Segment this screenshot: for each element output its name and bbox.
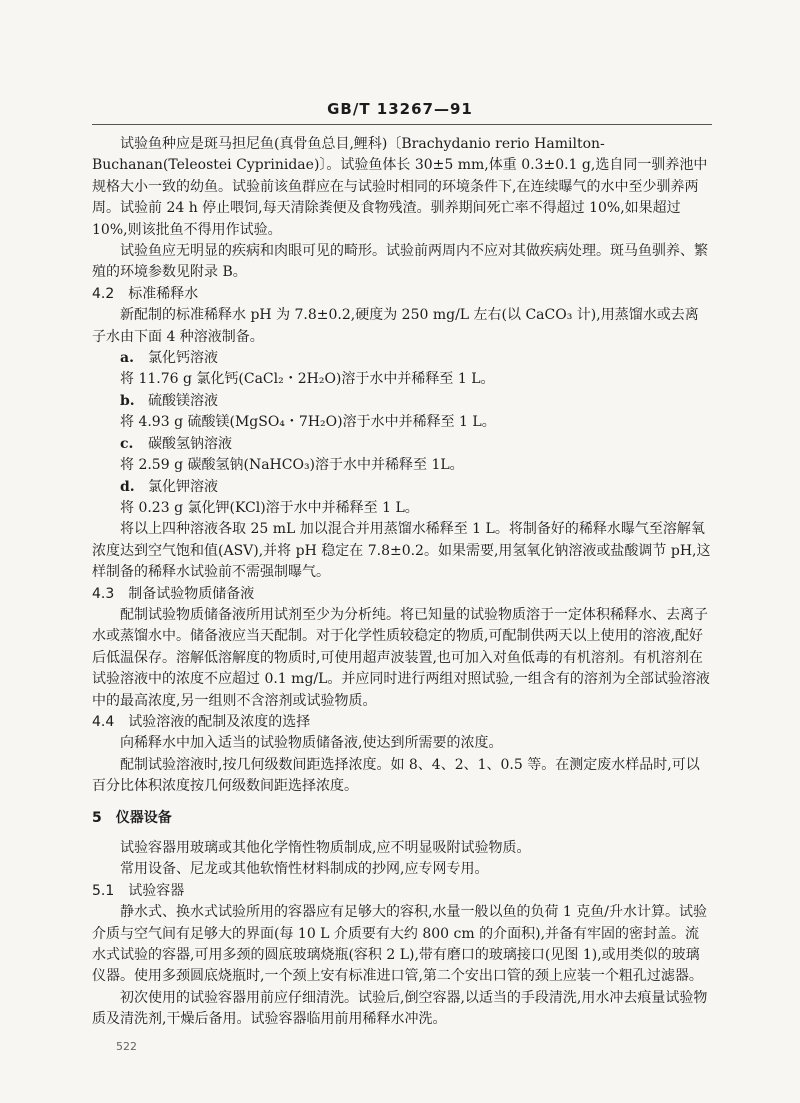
- paragraph-dilution-water: 新配制的标准稀释水 pH 为 7.8±0.2,硬度为 250 mg/L 左右(以 CaCO₃ 计),用蒸馏水或去离子水由下面 4 种溶液制备。: [92, 307, 699, 345]
- paragraph-mixing-solutions: 将以上四种溶液各取 25 mL 加以混合并用蒸馏水稀释至 1 L。将制备好的稀释水曝气至溶解氧浓度达到空气饱和值(ASV),并将 pH 稳定在 7.8±0.2。如果需要,用氢氧化钠溶液或盐酸调节 pH,这样制备的稀释水试验前不需强制曝气。: [92, 521, 711, 581]
- paragraph-common-equipment: 常用设备、尼龙或其他软惰性材料制成的抄网,应专网专用。: [120, 861, 489, 878]
- list-item-c-text: 碳酸氢钠溶液: [148, 435, 232, 452]
- paragraph-sodium-bicarbonate: 将 2.59 g 碳酸氢钠(NaHCO₃)溶于水中并稀释至 1L。: [120, 457, 464, 474]
- section-4-4-heading: 4.4 试验溶液的配制及浓度的选择: [92, 713, 311, 730]
- list-item-a-text: 氯化钙溶液: [148, 350, 218, 367]
- list-item-b-text: 硫酸镁溶液: [148, 392, 218, 409]
- list-item-c-title: [92, 434, 712, 455]
- list-label-c: c.: [120, 435, 134, 452]
- paragraph-test-container: 静水式、换水式试验所用的容器应有足够大的容积,水量一般以鱼的负荷 1 克鱼/升水计算。试验介质与空气间有足够大的界面(每 10 L 介质要有大约 800 cm 的介面积),并备有牢固的密封盖。流水式试验的容器,可用多颈的圆底玻璃烧瓶(容积 2 L),带有磨口的玻璃接口(见图 1),或用类似的玻璃仪器。使用多颈圆底烧瓶时,一个颈上安有标准进口管,第二个安出口管的颈上应装一个粗孔过滤器。: [92, 904, 707, 985]
- page-number: 522: [116, 1040, 137, 1053]
- paragraph-test-fish-health: 试验鱼应无明显的疾病和肉眼可见的畸形。试验前两周内不应对其做疾病处理。斑马鱼驯养、繁殖的环境参数见附录 B。: [92, 243, 708, 281]
- header-rule: [92, 124, 712, 125]
- paragraph-stock-solution: 配制试验物质储备液所用试剂至少为分析纯。将已知量的试验物质溶于一定体积稀释水、去离子水或蒸馏水中。储备液应当天配制。对于化学性质较稳定的物质,可配制供两天以上使用的溶液,配好后低温保存。溶解低溶解度的物质时,可使用超声波装置,也可加入对鱼低毒的有机溶剂。有机溶剂在试验溶液中的浓度不应超过 0.1 mg/L。并应同时进行两组对照试验,一组含有的溶剂为全部试验溶液中的最高浓度,另一组则不含溶剂或试验物质。: [92, 606, 710, 709]
- paragraph-magnesium-sulfate: 将 4.93 g 硫酸镁(MgSO₄・7H₂O)溶于水中并稀释至 1 L。: [120, 414, 496, 431]
- paragraph-container-cleaning: 初次使用的试验容器用前应仔细清洗。试验后,倒空容器,以适当的手段清洗,用水冲去痕量试验物质及清洗剂,干燥后备用。试验容器临用前用稀释水冲洗。: [92, 989, 708, 1028]
- section-5-heading: 5 仪器设备: [92, 809, 172, 826]
- list-item-d-text: 氯化钾溶液: [148, 478, 218, 495]
- list-label-b: b.: [120, 392, 135, 409]
- list-label-d: d.: [120, 478, 135, 495]
- list-label-a: a.: [120, 350, 134, 367]
- paragraph-potassium-chloride: 将 0.23 g 氯化钾(KCl)溶于水中并稀释至 1 L。: [120, 499, 419, 516]
- list-item-d-title: [92, 477, 712, 498]
- list-item-b-title: [92, 391, 712, 412]
- section-4-2-heading: 4.2 标准稀释水: [92, 285, 199, 302]
- paragraph-test-solution: 向稀释水中加入适当的试验物质储备液,使达到所需要的浓度。: [120, 735, 503, 752]
- page-header-standard-code: GB/T 13267—91: [327, 100, 473, 118]
- paragraph-concentration-selection: 配制试验溶液时,按几何级数间距选择浓度。如 8、4、2、1、0.5 等。在测定废水样品时,可以百分比体积浓度按几何级数间距选择浓度。: [92, 756, 700, 795]
- paragraph-container-material: 试验容器用玻璃或其他化学惰性物质制成,应不明显吸附试验物质。: [120, 840, 531, 856]
- section-4-3-heading: 4.3 制备试验物质储备液: [92, 585, 255, 602]
- section-5-1-heading: 5.1 试验容器: [92, 882, 185, 899]
- document-body: [92, 134, 712, 1031]
- list-item-a-title: [92, 348, 712, 369]
- paragraph-calcium-chloride: 将 11.76 g 氯化钙(CaCl₂・2H₂O)溶于水中并稀释至 1 L。: [120, 371, 495, 388]
- paragraph-test-fish-species: 试验鱼种应是斑马担尼鱼(真骨鱼总目,鲤科)〔Brachydanio rerio Hamilton-Buchanan(Teleostei Cyprinidae)〕。试验鱼体长 30±5 mm,体重 0.3±0.1 g,选自同一驯养池中规格大小一致的幼鱼。试验前该鱼群应在与试验时相同的环境条件下,在连续曝气的水中至少驯养两周。试验前 24 h 停止喂饲,每天清除粪便及食物残渣。驯养期间死亡率不得超过 10%,如果超过 10%,则该批鱼不得用作试验。: [92, 136, 708, 238]
